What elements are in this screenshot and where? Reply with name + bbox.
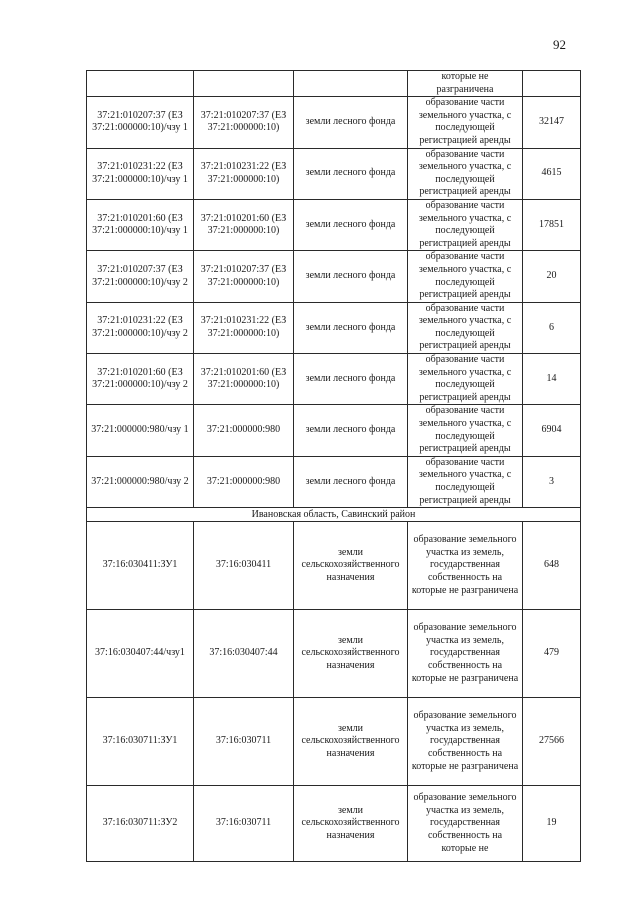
cell-area: 19 [523,786,581,862]
cell-purpose: образование части земельного участка, с последующей регистрацией аренды [408,251,523,302]
cell-source-number: 37:21:000000:980 [194,405,294,456]
cell-area: 20 [523,251,581,302]
cell-category [294,71,408,97]
table-row [87,522,581,610]
cell-source-number: 37:21:000000:980 [194,456,294,507]
table-row [87,405,581,456]
cell-source-number: 37:16:030407:44 [194,610,294,698]
cell-purpose: образование части земельного участка, с последующей регистрацией аренды [408,148,523,199]
table-row [87,148,581,199]
cell-purpose: образование земельного участка из земель, государственная собственность на которые не разграничена [408,698,523,786]
cell-purpose: образование земельного участка из земель, государственная собственность на которые не [408,786,523,862]
cell-new-number: 37:21:010201:60 (ЕЗ 37:21:000000:10)/чзу 1 [87,199,194,250]
cell-source-number: 37:21:010201:60 (ЕЗ 37:21:000000:10) [194,199,294,250]
table-row [87,786,581,862]
cell-new-number: 37:21:010207:37 (ЕЗ 37:21:000000:10)/чзу 1 [87,97,194,148]
region-heading: Ивановская область, Савинский район [87,508,581,522]
cell-category: земли лесного фонда [294,251,408,302]
cell-new-number: 37:16:030407:44/чзу1 [87,610,194,698]
table-row [87,251,581,302]
cell-purpose: образование части земельного участка, с последующей регистрацией аренды [408,354,523,405]
cell-area: 27566 [523,698,581,786]
cell-purpose: образование земельного участка из земель, государственная собственность на которые не разграничена [408,610,523,698]
cell-source-number: 37:21:010231:22 (ЕЗ 37:21:000000:10) [194,148,294,199]
cell-new-number: 37:21:010201:60 (ЕЗ 37:21:000000:10)/чзу 2 [87,354,194,405]
cell-category: земли лесного фонда [294,456,408,507]
cell-area: 14 [523,354,581,405]
cell-area: 6904 [523,405,581,456]
table-row [87,97,581,148]
cell-purpose: которые не разграничена [408,71,523,97]
cell-category: земли лесного фонда [294,405,408,456]
cell-purpose: образование части земельного участка, с последующей регистрацией аренды [408,97,523,148]
land-plots-table [86,70,581,862]
table-row [87,610,581,698]
cell-source-number: 37:16:030411 [194,522,294,610]
cell-area: 479 [523,610,581,698]
cell-new-number: 37:21:010231:22 (ЕЗ 37:21:000000:10)/чзу 1 [87,148,194,199]
table-row [87,302,581,353]
cell-purpose: образование части земельного участка, с последующей регистрацией аренды [408,456,523,507]
cell-category: земли лесного фонда [294,199,408,250]
cell-category: земли лесного фонда [294,97,408,148]
cell-new-number: 37:21:010207:37 (ЕЗ 37:21:000000:10)/чзу 2 [87,251,194,302]
cell-source-number: 37:21:010231:22 (ЕЗ 37:21:000000:10) [194,302,294,353]
cell-area: 32147 [523,97,581,148]
cell-area: 6 [523,302,581,353]
cell-source-number: 37:16:030711 [194,698,294,786]
table-row [87,354,581,405]
cell-category: земли сельскохозяйственного назначения [294,786,408,862]
cell-purpose: образование земельного участка из земель, государственная собственность на которые не разграничена [408,522,523,610]
cell-source-number: 37:21:010207:37 (ЕЗ 37:21:000000:10) [194,251,294,302]
cell-new-number [87,71,194,97]
table-row-continuation [87,71,581,97]
cell-area: 3 [523,456,581,507]
region-heading-row [87,508,581,522]
cell-category: земли лесного фонда [294,148,408,199]
cell-purpose: образование части земельного участка, с последующей регистрацией аренды [408,302,523,353]
cell-area: 17851 [523,199,581,250]
cell-area: 4615 [523,148,581,199]
cell-area: 648 [523,522,581,610]
cell-category: земли сельскохозяйственного назначения [294,698,408,786]
page-number: 92 [553,37,566,52]
cell-new-number: 37:21:010231:22 (ЕЗ 37:21:000000:10)/чзу 2 [87,302,194,353]
table-row [87,698,581,786]
cell-new-number: 37:16:030711:ЗУ2 [87,786,194,862]
cell-purpose: образование части земельного участка, с последующей регистрацией аренды [408,405,523,456]
cell-new-number: 37:16:030411:ЗУ1 [87,522,194,610]
cell-source-number [194,71,294,97]
cell-category: земли лесного фонда [294,354,408,405]
cell-purpose: образование части земельного участка, с последующей регистрацией аренды [408,199,523,250]
cell-new-number: 37:21:000000:980/чзу 1 [87,405,194,456]
cell-source-number: 37:21:010201:60 (ЕЗ 37:21:000000:10) [194,354,294,405]
cell-category: земли сельскохозяйственного назначения [294,522,408,610]
cell-area [523,71,581,97]
cell-category: земли сельскохозяйственного назначения [294,610,408,698]
cell-source-number: 37:16:030711 [194,786,294,862]
table-row [87,456,581,507]
cell-source-number: 37:21:010207:37 (ЕЗ 37:21:000000:10) [194,97,294,148]
cell-new-number: 37:21:000000:980/чзу 2 [87,456,194,507]
cell-category: земли лесного фонда [294,302,408,353]
table-row [87,199,581,250]
cell-new-number: 37:16:030711:ЗУ1 [87,698,194,786]
